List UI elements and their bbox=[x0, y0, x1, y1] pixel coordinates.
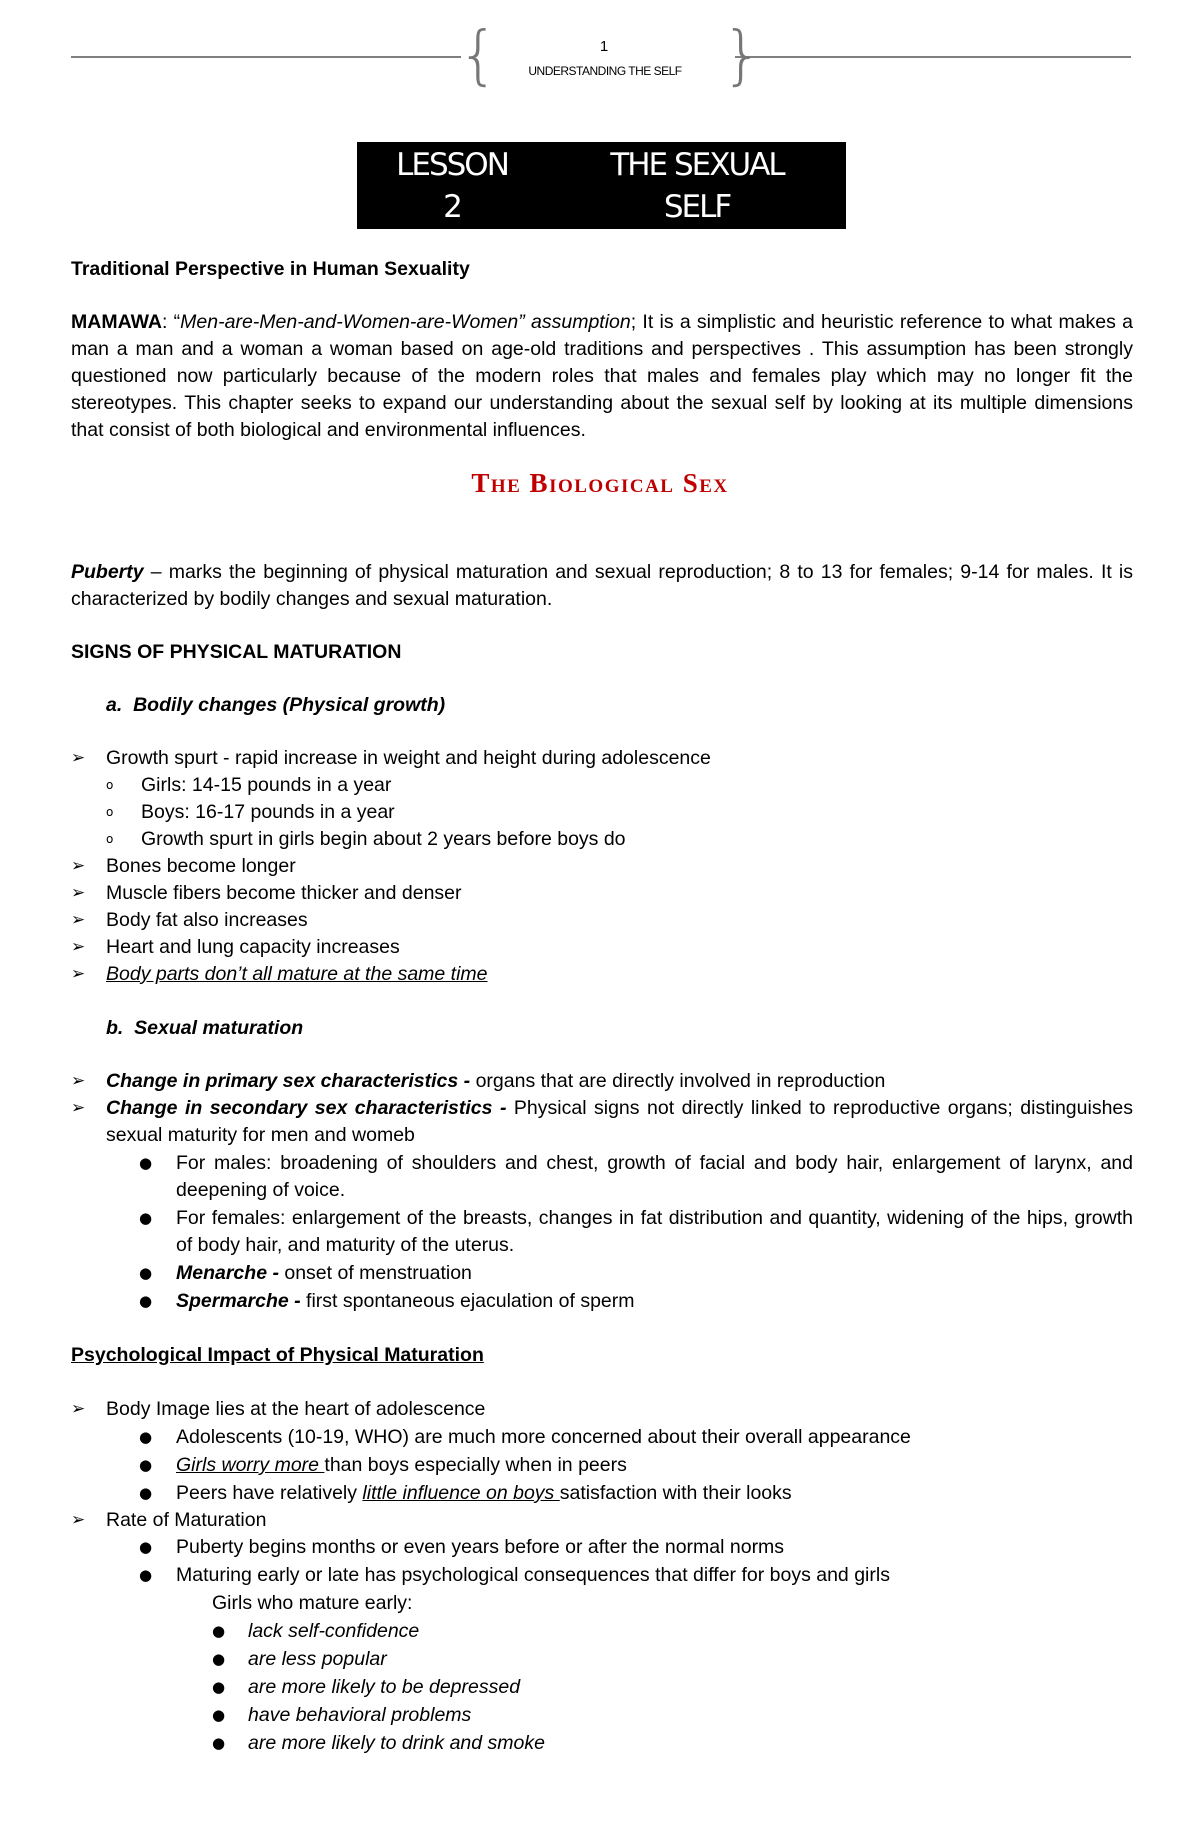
puberty-term: Puberty bbox=[71, 561, 144, 583]
arrow-bullet-icon: ➢ bbox=[71, 1399, 86, 1419]
section-title-biological-sex: The Biological Sex bbox=[471, 468, 729, 498]
primary-term: Change in primary sex characteristics - bbox=[106, 1070, 471, 1092]
arrow-bullet-icon: ➢ bbox=[71, 964, 86, 984]
girls-worry-emphasis: Girls worry more bbox=[176, 1454, 325, 1476]
lesson-label-line1: LESSON bbox=[396, 147, 508, 183]
peers-emphasis: little influence on boys bbox=[362, 1482, 560, 1504]
dot-bullet-icon: ● bbox=[139, 1484, 153, 1502]
dot-bullet-icon: ● bbox=[139, 1292, 153, 1310]
list-item-females: For females: enlargement of the breasts, changes in fat distribution and quantity, widening of the hips, growth of body hair, and maturity of the uterus. bbox=[176, 1207, 1133, 1256]
menarche-term: Menarche - bbox=[176, 1262, 279, 1284]
list-item-secondary bbox=[106, 1095, 1133, 1149]
running-title: UNDERSTANDING THE SELF bbox=[528, 64, 682, 78]
menarche-text: onset of menstruation bbox=[278, 1262, 472, 1284]
list-item-menarche bbox=[176, 1260, 472, 1287]
lesson-banner bbox=[357, 142, 846, 229]
arrow-bullet-icon: ➢ bbox=[71, 1098, 86, 1118]
early-item: are more likely to drink and smoke bbox=[248, 1732, 545, 1754]
dot-bullet-icon: ● bbox=[212, 1734, 226, 1752]
list-item-heart: Heart and lung capacity increases bbox=[106, 936, 400, 958]
traditional-body: ; It is a simplistic and heuristic reference to what makes a man a man and a woman a woman based on age-old traditions and perspectives . This assumption has been strongly questioned now particularly because of the modern roles that males and females play which may no longer fit the stereotypes. This chapter seeks to expand our understanding about the sexual self by looking at its multiple dimensions that consist of both biological and environmental influences. bbox=[71, 311, 1133, 441]
puberty-text: – marks the beginning of physical maturation and sexual reproduction; 8 to 13 for females; 9-14 for males. It is characterized by bodily changes and sexual maturation. bbox=[71, 561, 1133, 610]
arrow-bullet-icon: ➢ bbox=[71, 1510, 86, 1530]
secondary-term: Change in secondary sex characteristics - bbox=[106, 1097, 507, 1119]
primary-text: organs that are directly involved in reproduction bbox=[470, 1070, 886, 1092]
circle-bullet-icon: o bbox=[106, 832, 114, 846]
traditional-paragraph bbox=[71, 309, 1133, 444]
signs-heading: SIGNS OF PHYSICAL MATURATION bbox=[71, 641, 402, 663]
list-item-boys-weight: Boys: 16-17 pounds in a year bbox=[141, 801, 395, 823]
sexual-heading: b. Sexual maturation bbox=[106, 1017, 304, 1039]
list-item-spermarche bbox=[176, 1288, 635, 1315]
list-item-spurt-girls: Growth spurt in girls begin about 2 years before boys do bbox=[141, 828, 626, 850]
arrow-bullet-icon: ➢ bbox=[71, 883, 86, 903]
early-item: are more likely to be depressed bbox=[248, 1676, 521, 1698]
list-item-rate: Rate of Maturation bbox=[106, 1509, 267, 1531]
dot-bullet-icon: ● bbox=[139, 1154, 153, 1172]
dot-bullet-icon: ● bbox=[139, 1209, 153, 1227]
dot-bullet-icon: ● bbox=[139, 1264, 153, 1282]
header-rule-left bbox=[71, 56, 461, 58]
list-item-fat: Body fat also increases bbox=[106, 909, 308, 931]
list-item-body-parts: Body parts don’t all mature at the same time bbox=[106, 963, 488, 985]
arrow-bullet-icon: ➢ bbox=[71, 937, 86, 957]
header-brace-left: { bbox=[458, 19, 499, 93]
lesson-title-line2: SELF bbox=[663, 189, 731, 225]
arrow-bullet-icon: ➢ bbox=[71, 1071, 86, 1091]
spermarche-term: Spermarche - bbox=[176, 1290, 301, 1312]
lesson-number: 2 bbox=[443, 189, 461, 225]
circle-bullet-icon: o bbox=[106, 805, 114, 819]
lesson-label bbox=[377, 144, 527, 228]
peers-pre: Peers have relatively bbox=[176, 1482, 363, 1504]
lesson-title-line1: THE SEXUAL bbox=[610, 147, 784, 183]
circle-bullet-icon: o bbox=[106, 778, 114, 792]
dot-bullet-icon: ● bbox=[139, 1566, 153, 1584]
quote-open: : “ bbox=[162, 311, 181, 333]
dot-bullet-icon: ● bbox=[212, 1678, 226, 1696]
dot-bullet-icon: ● bbox=[139, 1428, 153, 1446]
dot-bullet-icon: ● bbox=[212, 1622, 226, 1640]
list-item-body-image: Body Image lies at the heart of adolescence bbox=[106, 1398, 486, 1420]
header-rule-right bbox=[735, 56, 1131, 58]
page-number: 1 bbox=[599, 38, 609, 55]
arrow-bullet-icon: ➢ bbox=[71, 910, 86, 930]
dot-bullet-icon: ● bbox=[139, 1456, 153, 1474]
list-item-males: For males: broadening of shoulders and chest, growth of facial and body hair, enlargement of larynx, and deepening of voice. bbox=[176, 1152, 1133, 1201]
secondary-text: Physical signs not directly linked to reproductive organs; distinguishes sexual maturity for men and womeb bbox=[106, 1097, 1134, 1146]
early-item: lack self-confidence bbox=[248, 1620, 420, 1642]
early-item: have behavioral problems bbox=[248, 1704, 472, 1726]
arrow-bullet-icon: ➢ bbox=[71, 748, 86, 768]
author-name: MAMAWA bbox=[71, 311, 162, 333]
bodily-heading: a. Bodily changes (Physical growth) bbox=[106, 694, 446, 716]
list-item-girls-worry bbox=[176, 1452, 627, 1479]
list-item-puberty-begins: Puberty begins months or even years before or after the normal norms bbox=[176, 1536, 785, 1558]
girls-early-heading: Girls who mature early: bbox=[212, 1592, 413, 1614]
dot-bullet-icon: ● bbox=[212, 1650, 226, 1668]
list-item-primary bbox=[106, 1068, 885, 1095]
peers-post: satisfaction with their looks bbox=[559, 1482, 792, 1504]
spermarche-text: first spontaneous ejaculation of sperm bbox=[300, 1290, 635, 1312]
assumption-name: Men-are-Men-and-Women-are-Women” assumption bbox=[180, 311, 631, 333]
puberty-paragraph bbox=[71, 559, 1133, 613]
early-item: are less popular bbox=[248, 1648, 387, 1670]
list-item-growth-spurt: Growth spurt - rapid increase in weight and height during adolescence bbox=[106, 747, 711, 769]
list-item-adolescents: Adolescents (10-19, WHO) are much more concerned about their overall appearance bbox=[176, 1426, 911, 1448]
dot-bullet-icon: ● bbox=[212, 1706, 226, 1724]
list-item-muscle: Muscle fibers become thicker and denser bbox=[106, 882, 462, 904]
lesson-title bbox=[567, 144, 827, 228]
list-item-peers bbox=[176, 1480, 792, 1507]
list-item-maturing: Maturing early or late has psychological consequences that differ for boys and girls bbox=[176, 1564, 890, 1586]
psych-heading: Psychological Impact of Physical Maturation bbox=[71, 1344, 484, 1366]
arrow-bullet-icon: ➢ bbox=[71, 856, 86, 876]
list-item-bones: Bones become longer bbox=[106, 855, 296, 877]
list-item-girls-weight: Girls: 14-15 pounds in a year bbox=[141, 774, 392, 796]
girls-worry-rest: than boys especially when in peers bbox=[324, 1454, 627, 1476]
dot-bullet-icon: ● bbox=[139, 1538, 153, 1556]
traditional-heading: Traditional Perspective in Human Sexuality bbox=[71, 258, 470, 280]
header-brace-right: } bbox=[722, 19, 763, 93]
